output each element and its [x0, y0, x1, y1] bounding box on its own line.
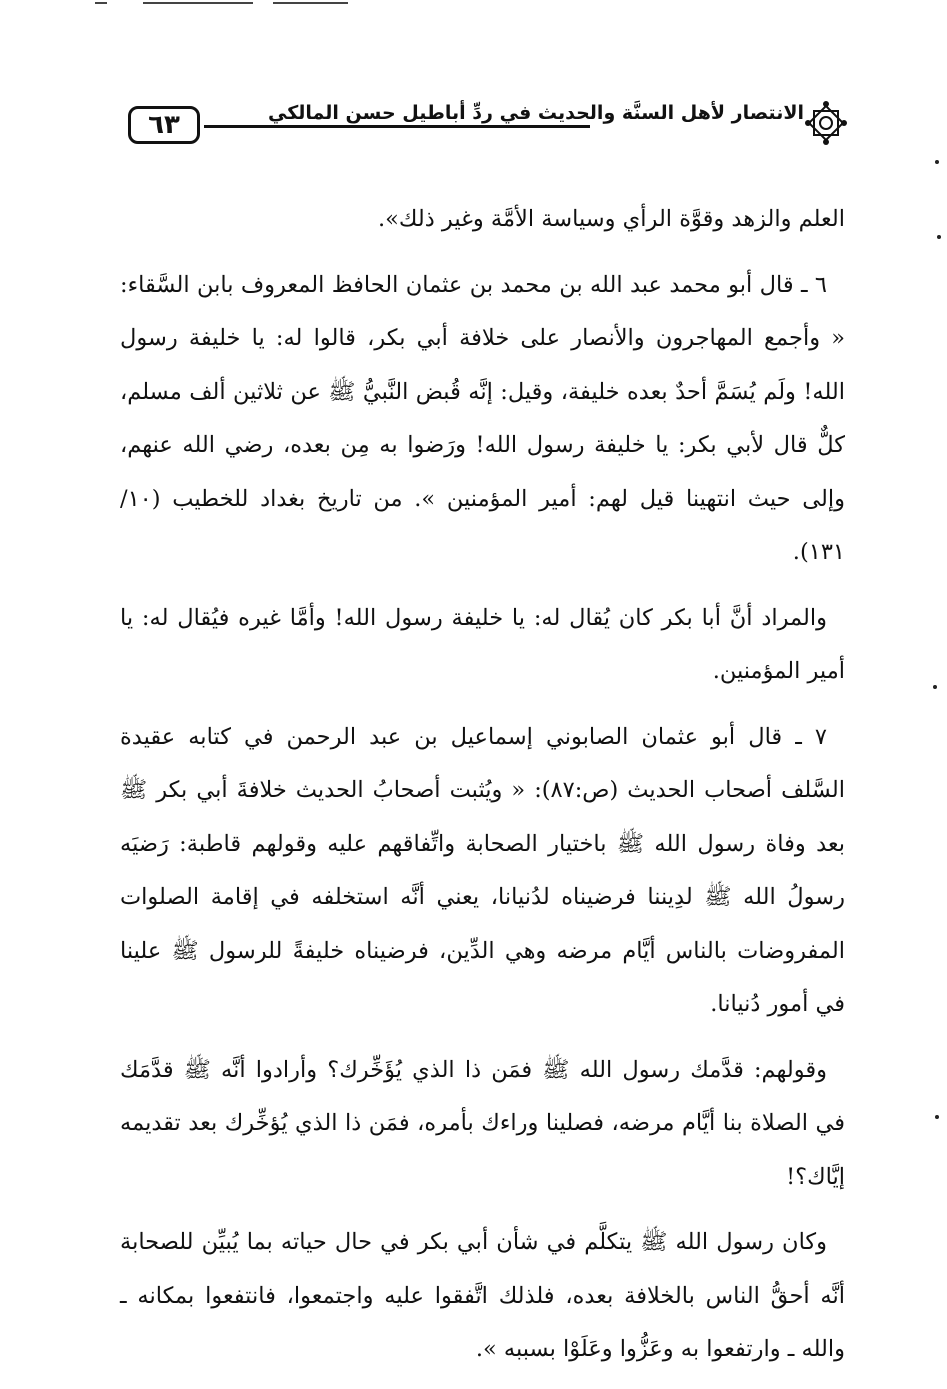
paragraph-qawluhum: وقولهم: قدَّمك رسول الله ﷺ فمَن ذا الذي يُؤَخِّرك؟ وأرادوا أنَّه ﷺ قدَّمَك في الصلاة بنا أيَّام مرضه، فصلينا وراءك بأمره، فمَن ذا الذي يُؤخِّرك بعد تقديمه إيَّاك؟! [120, 1056, 845, 1190]
paragraph-explanation: والمراد أنَّ أبا بكر كان يُقال له: يا خليفة رسول الله! وأمَّا غيره فيُقال له: يا أمير المؤمنين. [120, 604, 845, 684]
page-header [128, 98, 848, 158]
top-edge-marks [95, 0, 355, 6]
paragraph-item-6: ٦ ـ قال أبو محمد عبد الله بن محمد بن عثمان الحافظ المعروف بابن السَّقاء: « وأجمع المهاجرون والأنصار على خلافة أبي بكر، قالوا له: يا خليفة رسول الله! ولَم يُسَمَّ أحدٌ بعده خليفة، وقيل: إنَّه قُبض النَّبيُّ ﷺ عن ثلاثين ألف مسلم، كلٌّ قال لأبي بكر: يا خليفة رسول الله! ورَضوا به مِن بعده، رضي الله عنهم، وإلى حيث انتهينا قيل لهم: أمير المؤمنين ». من تاريخ بغداد للخطيب (١٠/ ١٣١). [120, 271, 845, 565]
paragraph-item-7: ٧ ـ قال أبو عثمان الصابوني إسماعيل بن عبد الرحمن في كتابه عقيدة السَّلف أصحاب الحديث (ص:٨٧): « ويُثبت أصحابُ الحديث خلافةَ أبي بكر ﷺ بعد وفاة رسول الله ﷺ باختيار الصحابة واتِّفاقهم عليه وقولهم قاطبة: رَضيَه رسولُ الله ﷺ لدِيننا فرضيناه لدُنيانا، يعني أنَّه استخلفه في إقامة الصلوات المفروضات بالناس أيَّام مرضه وهي الدِّين، فرضيناه خليفةً للرسول ﷺ علينا في أمور دُنيانا. [120, 723, 845, 1017]
eight-point-star-ornament-icon [804, 98, 848, 148]
margin-dot [937, 235, 941, 239]
running-title: الانتصار لأهل السنَّة والحديث في ردِّ أباطيل حسن المالكي [268, 102, 804, 124]
margin-dot [933, 685, 937, 689]
margin-dot [935, 160, 939, 164]
paragraph-continuation: العلم والزهد وقوَّة الرأي وسياسة الأمَّة وغير ذلك». [378, 206, 845, 232]
margin-dot [935, 1115, 939, 1119]
body-text [120, 193, 845, 1389]
header-rule [204, 125, 590, 128]
paragraph-closing: وكان رسول الله ﷺ يتكلَّم في شأن أبي بكر في حال حياته بما يُبيِّن للصحابة أنَّه أحقُّ الناس بالخلافة بعده، فلذلك اتَّفقوا عليه واجتمعوا، فانتفعوا بمكانه ـ والله ـ وارتفعوا به وعَزُّوا وعَلَوْا بسببه ». [120, 1229, 845, 1362]
page-number: ٦٣ [128, 106, 200, 144]
